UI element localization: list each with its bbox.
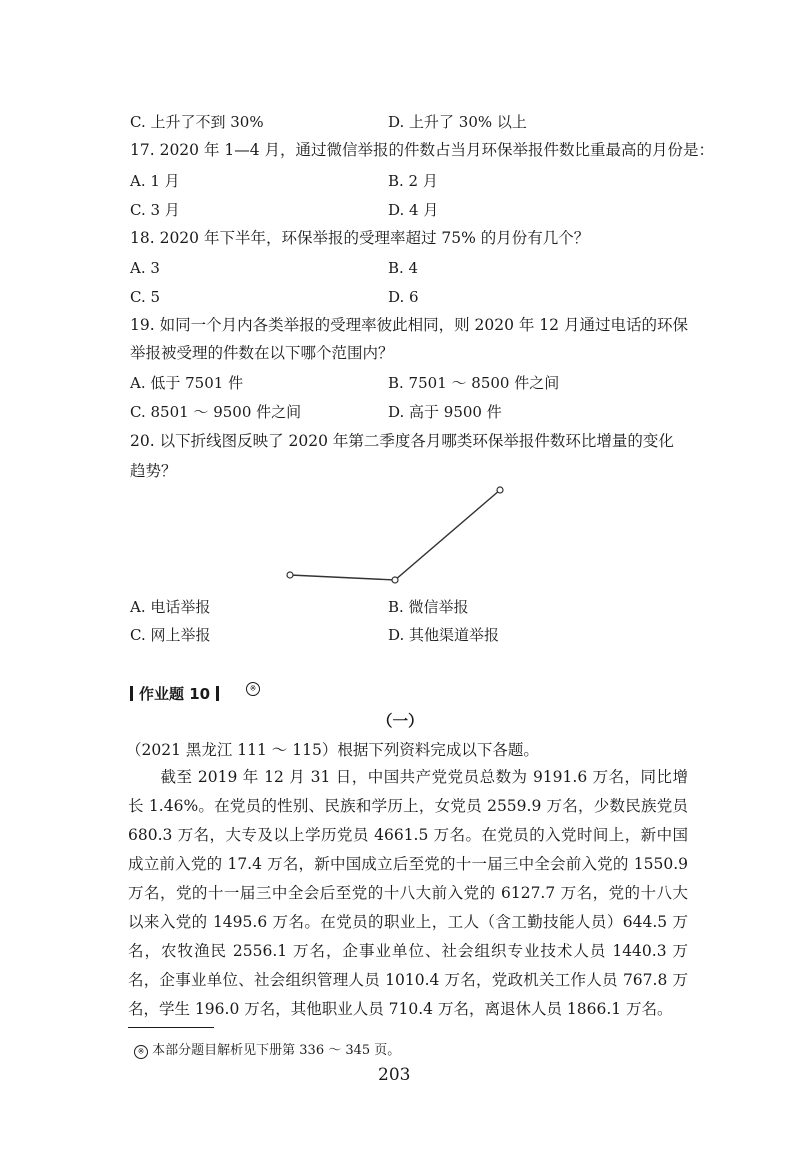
- q20-stem-line2: 趋势？: [130, 462, 177, 480]
- q20-option-d: D. 其他渠道举报: [388, 626, 500, 644]
- q19-option-a: A. 低于 7501 件: [130, 374, 244, 392]
- footnote-mark-icon: ※: [134, 1045, 148, 1059]
- q19-option-d: D. 高于 9500 件: [388, 403, 502, 421]
- q18-option-b: B. 4: [388, 259, 419, 277]
- source-line: （2021 黑龙江 111 ～ 115）根据下列资料完成以下各题。: [126, 741, 539, 759]
- note-marker: [246, 676, 260, 696]
- data-point-3: [497, 487, 503, 493]
- q20-option-b: B. 微信举报: [388, 598, 469, 616]
- q17-option-b: B. 2 月: [388, 172, 438, 190]
- q20-stem-line1: 20. 以下折线图反映了 2020 年第二季度各月哪类环保举报件数环比增量的变化: [130, 432, 674, 450]
- q19-stem-line1: 19. 如同一个月内各类举报的受理率彼此相同，则 2020 年 12 月通过电话的环保: [130, 316, 688, 334]
- q16-option-c: C. 上升了不到 30%: [130, 113, 264, 131]
- footnote-rule: [128, 1027, 214, 1028]
- q19-stem-line2: 举报被受理的件数在以下哪个范围内？: [130, 344, 394, 362]
- footnote-text: 本部分题目解析见下册第 336 ～ 345 页。: [152, 1043, 401, 1058]
- homework-heading: [130, 683, 219, 704]
- q18-stem: 18. 2020 年下半年，环保举报的受理率超过 75% 的月份有几个？: [130, 229, 590, 247]
- q18-option-c: C. 5: [130, 288, 161, 306]
- q20-option-c: C. 网上举报: [130, 626, 211, 644]
- q18-option-d: D. 6: [388, 288, 419, 306]
- homework-title: 作业题 10: [139, 685, 211, 703]
- heading-bar-right: [216, 686, 219, 701]
- data-point-2: [392, 577, 398, 583]
- series-line: [290, 490, 500, 580]
- material-text: 截至 2019 年 12 月 31 日，中国共产党党员总数为 9191.6 万名，同比增长 1.46%。在党员的性别、民族和学历上，女党员 2559.9 万名，少数民族党员 680.3 万名，大专及以上学历党员 4661.5 万名。在党员的入党时间上，新中国成立前入党的 17.4 万名，新中国成立后至党的十一届三中全会前入党的 1550.9 万名，党的十一届三中全会后至党的十八大前入党的 6127.7 万名，党的十八大以来入党的 1495.6 万名。在党员的职业上，工人（含工勤技能人员）644.5 万名，农牧渔民 2556.1 万名，企事业单位、社会组织专业技术人员 1440.3 万名，企事业单位、社会组织管理人员 1010.4 万名，党政机关工作人员 767.8 万名，学生 196.0 万名，其他职业人员 710.4 万名，离退休人员 1866.1 万名。: [128, 768, 688, 1018]
- q20-option-a: A. 电话举报: [130, 598, 211, 616]
- part-heading: （一）: [377, 711, 424, 730]
- q17-option-c: C. 3 月: [130, 201, 180, 219]
- q16-option-d: D. 上升了 30% 以上: [388, 113, 527, 131]
- q17-option-a: A. 1 月: [130, 172, 180, 190]
- q17-stem: 17. 2020 年 1—4 月，通过微信举报的件数占当月环保举报件数比重最高的月份是：: [130, 141, 715, 159]
- heading-bar-left: [130, 686, 133, 701]
- trend-line-chart: [270, 476, 520, 592]
- q19-option-c: C. 8501 ～ 9500 件之间: [130, 403, 302, 421]
- note-mark-icon: ※: [246, 682, 260, 696]
- q18-option-a: A. 3: [130, 259, 160, 277]
- page-number: 203: [378, 1065, 411, 1085]
- q17-option-d: D. 4 月: [388, 201, 439, 219]
- data-point-1: [287, 572, 293, 578]
- footnote: [134, 1039, 400, 1059]
- material-paragraph: [128, 763, 688, 1024]
- q19-option-b: B. 7501 ～ 8500 件之间: [388, 374, 560, 392]
